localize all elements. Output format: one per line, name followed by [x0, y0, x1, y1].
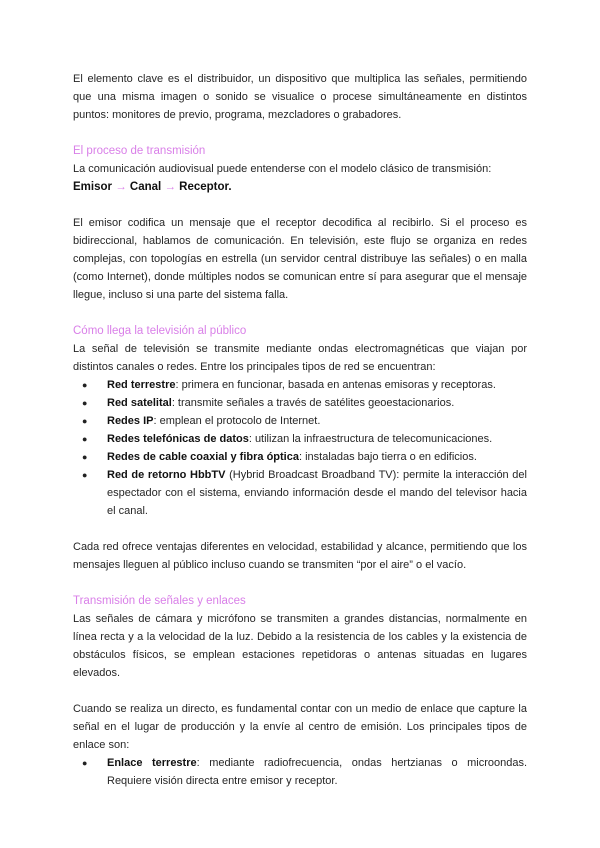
heading-llega: Cómo llega la televisión al público: [73, 325, 247, 337]
list-item-text: : transmite señales a través de satélites geoestacionarios.: [171, 397, 455, 409]
list-item-term: Redes IP: [107, 415, 154, 427]
list-item-term: Red satelital: [107, 397, 172, 409]
formula-canal: Canal: [129, 181, 162, 193]
list-item: [107, 466, 527, 520]
transmission-formula: [73, 178, 527, 196]
list-item-text: : emplean el protocolo de Internet.: [153, 415, 321, 427]
list-item-term: Red terrestre: [107, 379, 176, 391]
list-item-text: : mediante radiofrecuencia, ondas hertzianas o microondas. Requiere visión directa entre emisor y receptor.: [107, 757, 527, 787]
llega-paragraph-2: Cada red ofrece ventajas diferentes en velocidad, estabilidad y alcance, permitiendo que los mensajes lleguen al público incluso cuando se transmiten “por el aire” o el vacío.: [73, 541, 527, 571]
enlaces-paragraph-2: Cuando se realiza un directo, es fundamental contar con un medio de enlace que capture la señal en el lugar de producción y la envíe al centro de emisión. Los principales tipos de enlace son:: [73, 703, 527, 751]
heading-transmision: El proceso de transmisión: [73, 145, 206, 157]
list-item-text: : utilizan la infraestructura de telecomunicaciones.: [248, 433, 493, 445]
formula-receptor: Receptor.: [179, 181, 232, 193]
list-item: [107, 394, 527, 412]
transmision-paragraph-2: El emisor codifica un mensaje que el receptor decodifica al recibirlo. Si el proceso es bidireccional, hablamos de comunicación. En televisión, este flujo se organiza en redes complejas, con topologías en estrella (un servidor central distribuye las señales) o en malla (como Internet), donde múltiples nodos se comunican entre sí para asegurar que el mensaje llegue, incluso si una parte del sistema falla.: [73, 217, 527, 301]
formula-emisor: Emisor: [73, 181, 112, 193]
list-item-text: : instaladas bajo tierra o en edificios.: [298, 451, 477, 463]
list-item-text: : primera en funcionar, basada en antenas emisoras y receptoras.: [175, 379, 496, 391]
intro-paragraph: El elemento clave es el distribuidor, un dispositivo que multiplica las señales, permitiendo que una misma imagen o sonido se visualice o procese simultáneamente en distintos puntos: monitores de previo, programa, mezcladores o grabadores.: [73, 73, 527, 121]
list-item-term: Redes de cable coaxial y fibra óptica: [107, 451, 299, 463]
llega-paragraph-1: La señal de televisión se transmite mediante ondas electromagnéticas que viajan por distintos canales o redes. Entre los principales tipos de red se encuentran:: [73, 343, 527, 373]
enlaces-paragraph-1: Las señales de cámara y micrófono se transmiten a grandes distancias, normalmente en línea recta y a la velocidad de la luz. Debido a la resistencia de los cables y la existencia de obstáculos físicos, se emplean estaciones repetidoras o antenas situadas en lugares elevados.: [73, 613, 527, 679]
link-types-list: [73, 754, 527, 790]
list-item-term: Redes telefónicas de datos: [107, 433, 249, 445]
heading-enlaces: Transmisión de señales y enlaces: [73, 595, 246, 607]
formula-arrow-2: →: [164, 181, 176, 193]
network-types-list: [73, 376, 527, 520]
list-item: [107, 448, 527, 466]
formula-arrow-1: →: [115, 181, 127, 193]
list-item-text: (Hybrid Broadcast Broadband TV): permite la interacción del espectador con el sistema, enviando información desde el mando del televisor hacia el canal.: [107, 469, 527, 517]
list-item-term: Red de retorno HbbTV: [107, 469, 226, 481]
list-item: [107, 754, 527, 790]
list-item-term: Enlace terrestre: [107, 757, 197, 769]
transmision-paragraph-1: La comunicación audiovisual puede entenderse con el modelo clásico de transmisión:: [73, 163, 492, 175]
list-item: [107, 412, 527, 430]
list-item: [107, 430, 527, 448]
list-item: [107, 376, 527, 394]
